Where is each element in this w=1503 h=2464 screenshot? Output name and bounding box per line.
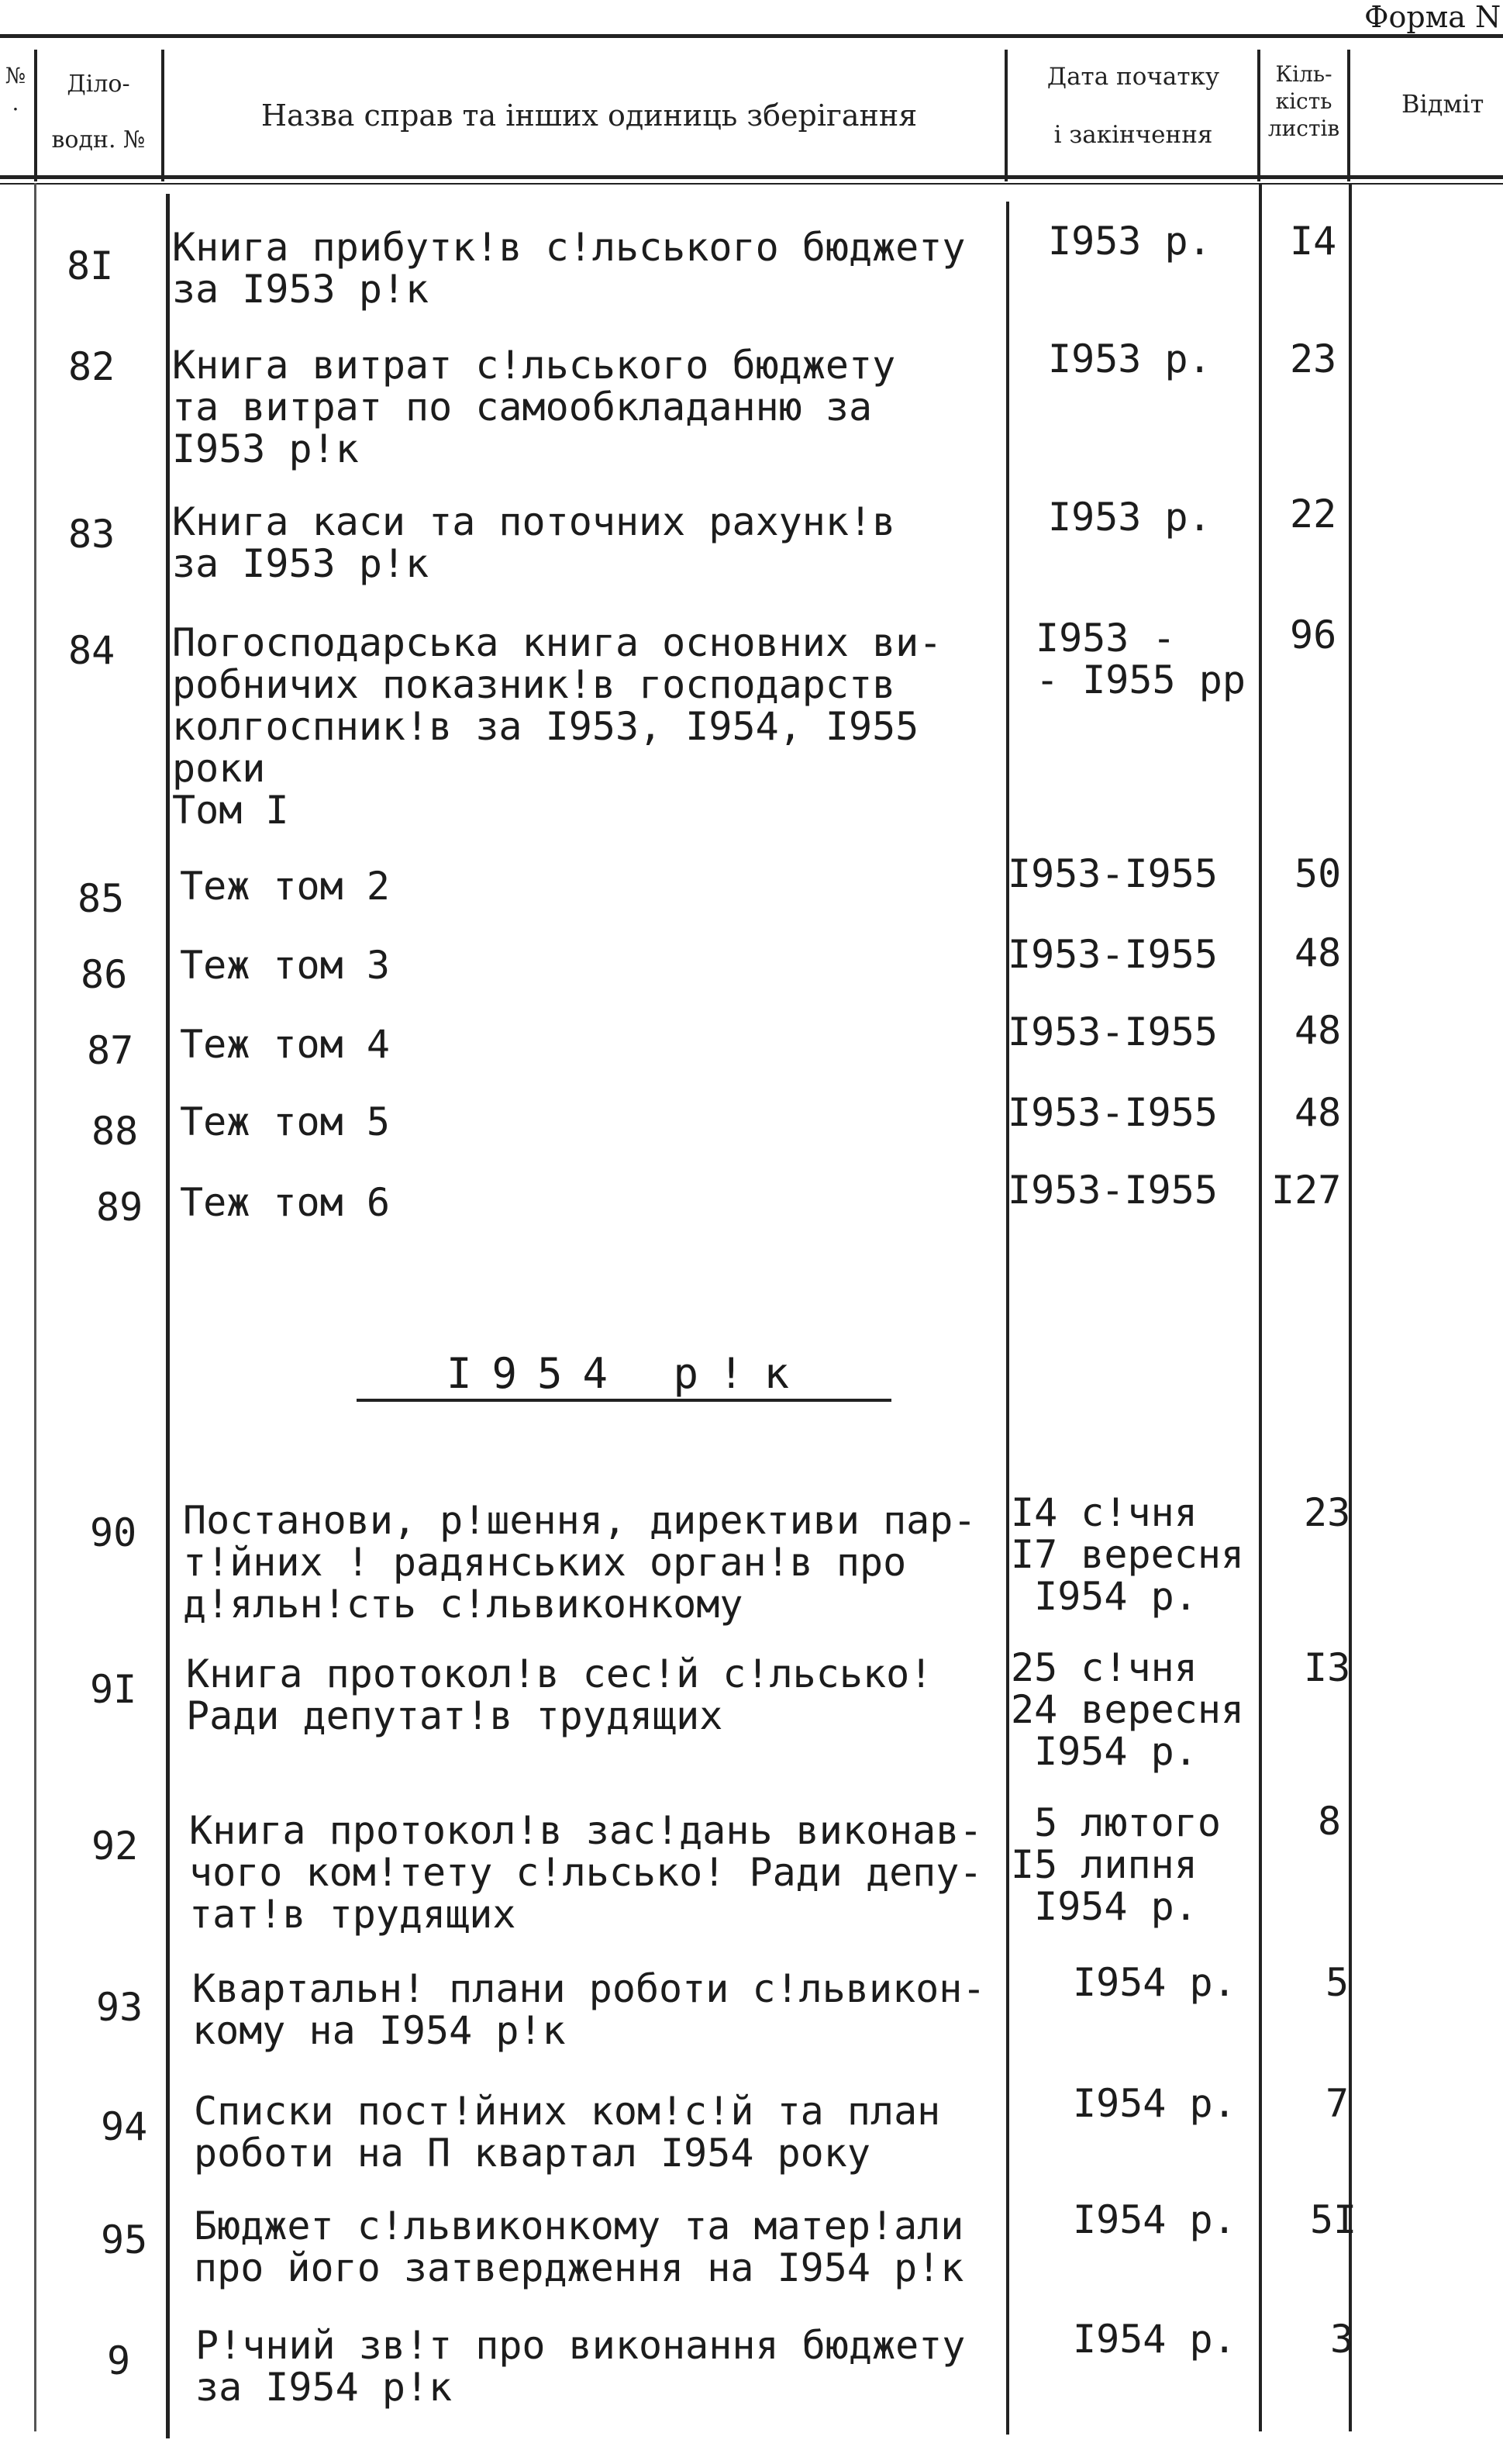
row-date: I953 р. (1048, 495, 1212, 540)
header-col2: Назва справ та інших одиниць зберігання (260, 98, 918, 133)
row-date: I953-I955 (1008, 1009, 1218, 1054)
row-sheets: 48 (1294, 1090, 1342, 1135)
row-title: Книга прибутк!в с!льського бюджету за I953 р!к (172, 225, 966, 312)
row-number: 83 (68, 512, 115, 557)
row-sheets: 8 (1318, 1799, 1342, 1844)
header-col3-line1: Дата початку (1046, 63, 1220, 91)
row-number: 87 (87, 1028, 134, 1073)
row-sheets: 7 (1325, 2081, 1350, 2126)
row-date: I953 р. (1048, 336, 1212, 381)
top-rule (0, 34, 1503, 38)
row-number: 93 (96, 1985, 143, 2030)
year-section-heading: I954 р!к (446, 1349, 810, 1398)
row-title: Книга протокол!в зас!дань виконав- чого ком!тету с!льсько! Ради депу- тат!в трудящих (189, 1808, 983, 1937)
row-date: I954 р. (1073, 1960, 1236, 2005)
header-divider-3 (1257, 50, 1260, 181)
row-title: Книга протокол!в сес!й с!льсько! Ради депутат!в трудящих (186, 1651, 933, 1738)
row-number: 94 (101, 2104, 148, 2149)
body-divider-0 (34, 183, 36, 2431)
header-divider-2 (1005, 50, 1008, 181)
header-col3 (1011, 62, 1256, 150)
row-date: I4 с!чня I7 вересня I954 р. (1011, 1490, 1245, 1619)
row-title: Книга витрат с!льського бюджету та витрат по самообкладанню за I953 р!к (172, 343, 896, 471)
row-title: Бюджет с!львиконкому та матер!али про його затвердження на I954 р!к (194, 2203, 964, 2290)
form-number-label: Форма N (1364, 0, 1501, 34)
row-date: I953 - - I955 рр (1036, 616, 1246, 702)
body-divider-4 (1349, 183, 1352, 2431)
row-date: I953 р. (1048, 219, 1212, 264)
header-col4 (1262, 60, 1346, 142)
header-divider-4 (1347, 50, 1350, 181)
header-col1-line1: Діло- (67, 71, 130, 98)
row-title: Теж том 4 (180, 1022, 390, 1067)
header-col4-line3: листів (1267, 116, 1340, 141)
row-number: 82 (68, 344, 115, 389)
header-bottom-rule (0, 175, 1503, 179)
row-sheets: 96 (1290, 613, 1337, 657)
header-col5: Відміт (1401, 89, 1484, 119)
header-divider-1 (161, 50, 164, 181)
row-number: 8I (67, 243, 114, 288)
row-sheets: 48 (1294, 930, 1342, 975)
row-number: 88 (91, 1109, 139, 1154)
row-sheets: I3 (1304, 1645, 1351, 1690)
body-divider-3 (1259, 183, 1262, 2431)
row-date: I953-I955 (1008, 932, 1218, 977)
row-title: Теж том 6 (180, 1180, 390, 1225)
row-number: 95 (101, 2217, 148, 2262)
row-date: I954 р. (1073, 2197, 1236, 2242)
row-date: I954 р. (1073, 2317, 1236, 2362)
row-date: I954 р. (1073, 2081, 1236, 2126)
row-date: I953-I955 (1008, 851, 1218, 896)
row-title: Постанови, р!шення, директиви пар- т!йних ! радянських орган!в про д!яльн!сть с!львиконкому (183, 1498, 977, 1627)
row-number: 92 (91, 1824, 139, 1869)
row-sheets: 48 (1294, 1008, 1342, 1053)
row-title: Теж том 5 (180, 1099, 390, 1144)
row-sheets: I27 (1271, 1168, 1342, 1213)
row-number: 9I (90, 1667, 137, 1712)
header-col4-line2: кість (1275, 88, 1332, 114)
row-sheets: 23 (1290, 336, 1337, 381)
header-col4-line1: Кіль- (1275, 61, 1332, 87)
row-sheets: 22 (1290, 492, 1337, 537)
row-title: Книга каси та поточних рахунк!в за I953 р!к (172, 499, 896, 586)
body-divider-1 (166, 194, 170, 2438)
header-col0: № . (5, 63, 26, 116)
header-col1-line2: водн. № (51, 126, 146, 154)
row-number: 86 (81, 952, 128, 997)
row-sheets: 5 (1325, 1960, 1350, 2005)
row-number: 9 (107, 2338, 131, 2383)
header-col3-line2: і закінчення (1053, 120, 1213, 149)
row-sheets: 3 (1330, 2317, 1354, 2362)
header-bottom-rule-thin (0, 183, 1503, 185)
row-sheets: I4 (1290, 219, 1337, 264)
row-date: 25 с!чня 24 вересня I954 р. (1011, 1645, 1245, 1774)
header-divider-0 (34, 50, 37, 181)
row-title: Списки пост!йних ком!с!й та план роботи на П квартал I954 року (194, 2089, 941, 2176)
row-title: Погосподарська книга основних ви- робничих показник!в господарств колгоспник!в за I953, I954, I955 роки Том I (172, 620, 943, 833)
row-date: I953-I955 (1008, 1090, 1218, 1135)
row-date: I953-I955 (1008, 1168, 1218, 1213)
row-title: Теж том 3 (180, 943, 390, 988)
row-title: Р!чний зв!т про виконання бюджету за I954 р!к (195, 2323, 966, 2410)
row-sheets: 23 (1304, 1490, 1351, 1535)
header-col1 (40, 70, 157, 154)
row-number: 89 (96, 1185, 143, 1230)
row-number: 90 (90, 1510, 137, 1555)
year-heading-underline (357, 1399, 891, 1402)
row-title: Теж том 2 (180, 864, 390, 909)
row-sheets: 5I (1310, 2197, 1357, 2242)
body-divider-2 (1006, 202, 1009, 2435)
row-number: 84 (68, 628, 115, 673)
row-date: 5 лютого I5 липня I954 р. (1011, 1800, 1221, 1929)
row-title: Квартальн! плани роботи с!львикон- кому на I954 р!к (192, 1966, 986, 2053)
row-sheets: 50 (1294, 851, 1342, 896)
row-number: 85 (78, 876, 125, 921)
